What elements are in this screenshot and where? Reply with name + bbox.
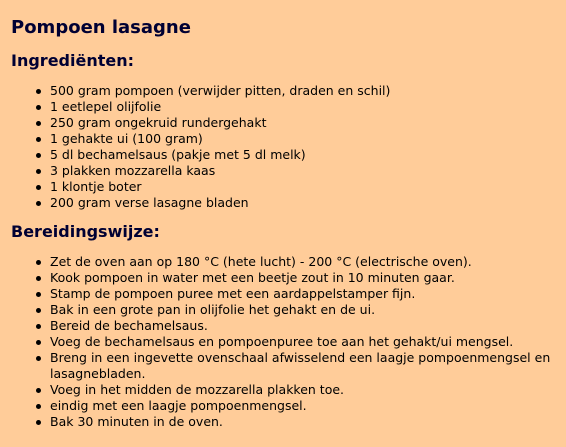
bullet-icon: [36, 137, 41, 142]
method-step-text: Stamp de pompoen puree met een aardappelstamper fijn.: [50, 286, 416, 301]
bullet-icon: [36, 89, 41, 94]
bullet-icon: [36, 404, 41, 409]
bullet-icon: [36, 169, 41, 174]
method-step: [50, 382, 566, 398]
ingredient-item: [50, 83, 566, 99]
bullet-icon: [36, 308, 41, 313]
method-step: [50, 414, 566, 430]
ingredient-text: 3 plakken mozzarella kaas: [50, 163, 216, 178]
ingredient-text: 500 gram pompoen (verwijder pitten, draden en schil): [50, 83, 391, 98]
method-step-text: Kook pompoen in water met een beetje zout in 10 minuten gaar.: [50, 270, 455, 285]
method-step-text: Breng in een ingevette ovenschaal afwisselend een laagje pompoenmengsel en lasagnebladen.: [50, 350, 551, 381]
method-step: [50, 270, 566, 286]
page-title: Pompoen lasagne: [11, 17, 191, 38]
bullet-icon: [36, 420, 41, 425]
bullet-icon: [36, 388, 41, 393]
method-step: [50, 254, 566, 270]
ingredient-text: 1 gehakte ui (100 gram): [50, 131, 203, 146]
bullet-icon: [36, 356, 41, 361]
method-step-text: Voeg de bechamelsaus en pompoenpuree toe aan het gehakt/ui mengsel.: [50, 334, 514, 349]
bullet-icon: [36, 340, 41, 345]
ingredient-text: 5 dl bechamelsaus (pakje met 5 dl melk): [50, 147, 306, 162]
method-step-text: Bak 30 minuten in de oven.: [50, 414, 223, 429]
bullet-icon: [36, 324, 41, 329]
ingredients-heading: Ingrediënten:: [11, 51, 135, 70]
method-heading: Bereidingswijze:: [11, 222, 160, 241]
ingredient-text: 200 gram verse lasagne bladen: [50, 195, 249, 210]
ingredient-list: [11, 83, 566, 211]
bullet-icon: [36, 260, 41, 265]
bullet-icon: [36, 153, 41, 158]
method-step: [50, 302, 566, 318]
method-step-text: Voeg in het midden de mozzarella plakken toe.: [50, 382, 345, 397]
ingredient-item: [50, 163, 566, 179]
bullet-icon: [36, 105, 41, 110]
method-step: [50, 350, 565, 382]
ingredient-text: 1 eetlepel olijfolie: [50, 99, 162, 114]
bullet-icon: [36, 276, 41, 281]
method-step: [50, 398, 566, 414]
ingredient-text: 250 gram ongekruid rundergehakt: [50, 115, 267, 130]
method-step: [50, 286, 566, 302]
method-step-text: Zet de oven aan op 180 °C (hete lucht) - 200 °C (electrische oven).: [50, 254, 472, 269]
method-step: [50, 318, 566, 334]
method-step-list: [11, 254, 566, 430]
method-step-text: eindig met een laagje pompoenmengsel.: [50, 398, 307, 413]
method-step-text: Bereid de bechamelsaus.: [50, 318, 208, 333]
method-step-text: Bak in een grote pan in olijfolie het gehakt en de ui.: [50, 302, 376, 317]
ingredient-item: [50, 131, 566, 147]
ingredient-item: [50, 99, 566, 115]
ingredient-item: [50, 147, 566, 163]
bullet-icon: [36, 201, 41, 206]
ingredient-item: [50, 179, 566, 195]
ingredient-item: [50, 195, 566, 211]
method-step: [50, 334, 566, 350]
bullet-icon: [36, 185, 41, 190]
bullet-icon: [36, 121, 41, 126]
ingredient-item: [50, 115, 566, 131]
ingredient-text: 1 klontje boter: [50, 179, 142, 194]
bullet-icon: [36, 292, 41, 297]
